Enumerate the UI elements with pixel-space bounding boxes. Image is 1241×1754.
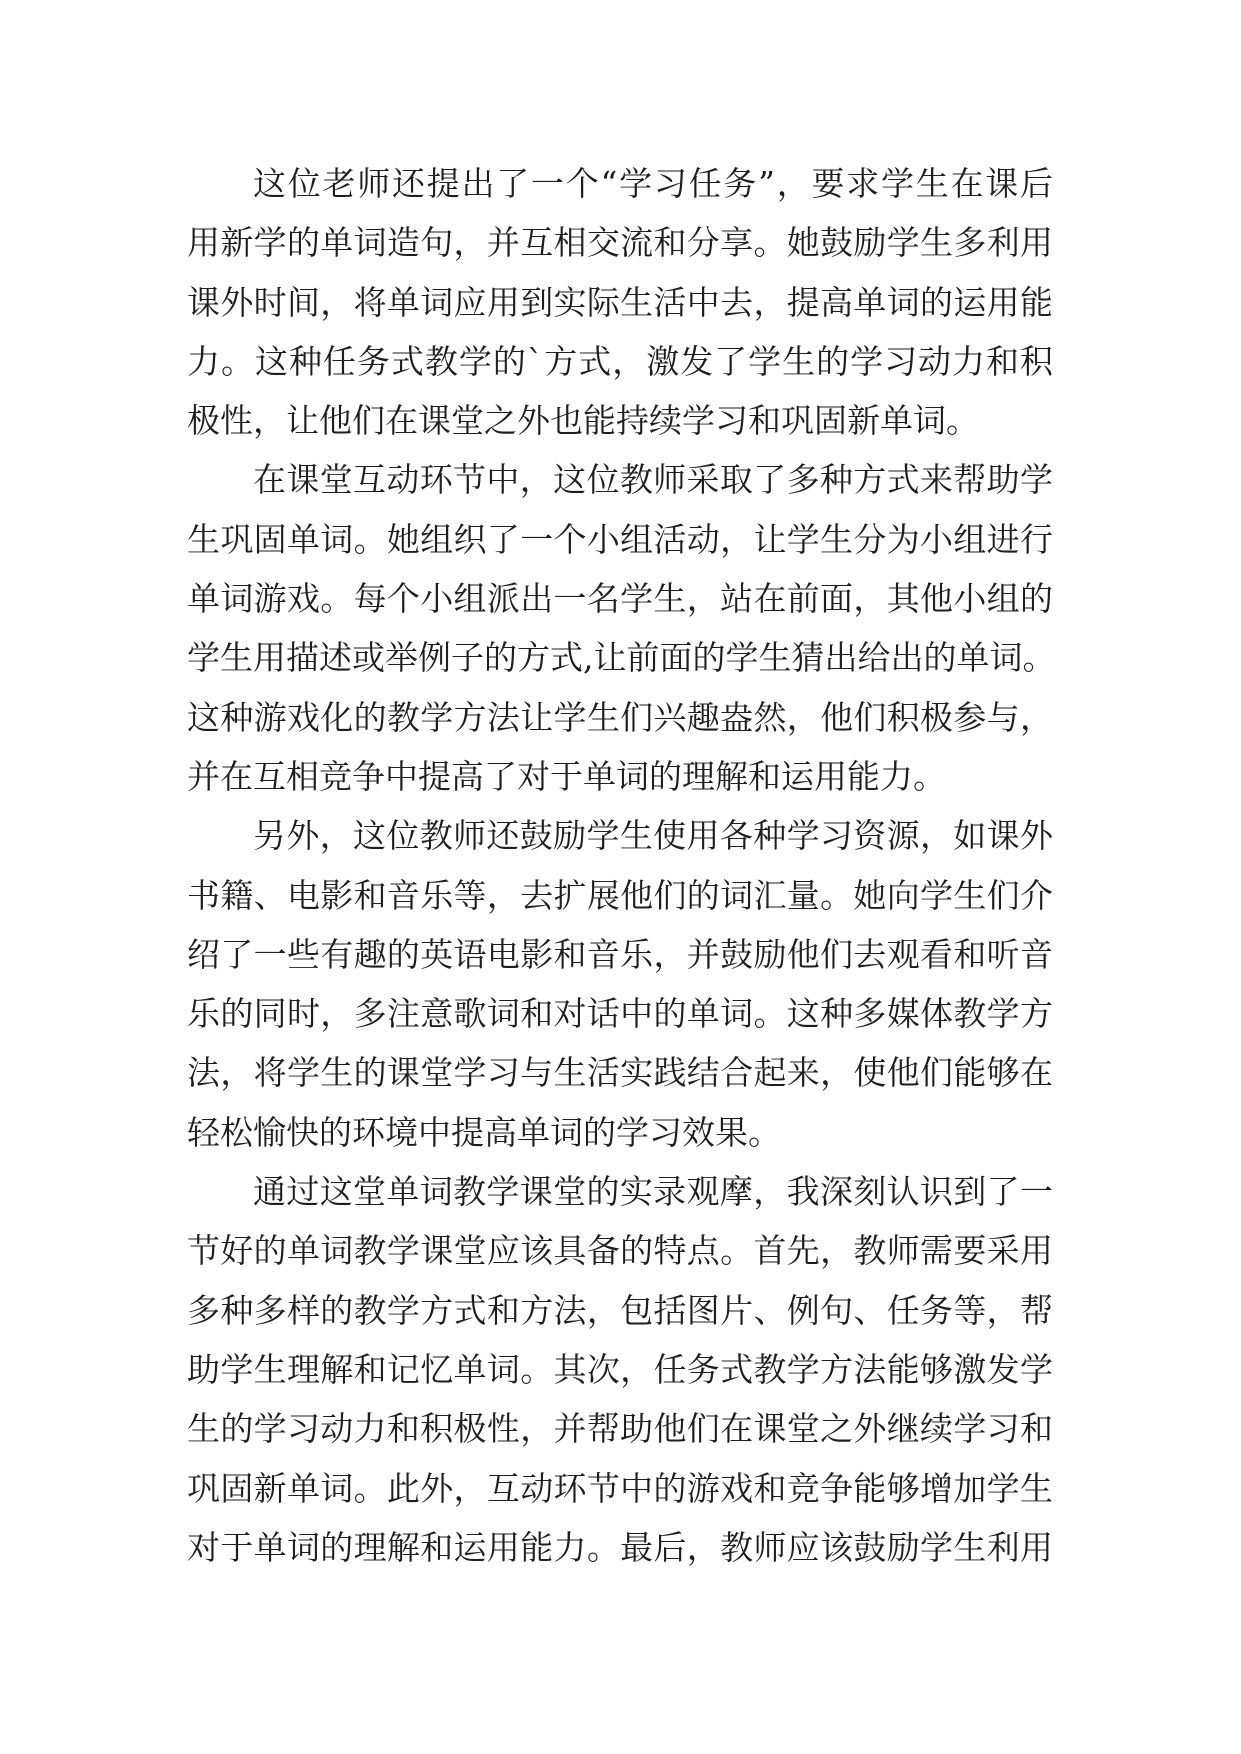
- paragraph: [187, 806, 1053, 1162]
- text-line: 另外，这位教师还鼓励学生使用各种学习资源，如课外: [253, 816, 1053, 856]
- paragraph: [187, 450, 1056, 806]
- text-line: 轻松愉快的环境中提高单词的学习效果。: [187, 1112, 781, 1152]
- text-line: 在课堂互动环节中，这位教师采取了多种方式来帮助学: [253, 460, 1053, 500]
- text-line: 课外时间，将单词应用到实际生活中去，提高单词的运用能: [187, 282, 1053, 322]
- text-line: 多种多样的教学方式和方法，包括图片、例句、任务等，帮: [187, 1290, 1053, 1330]
- text-line: 生巩固单词。她组织了一个小组活动，让学生分为小组进行: [187, 519, 1053, 559]
- paragraph: [187, 1162, 1053, 1577]
- text-line: 力。这种任务式教学的`方式，激发了学生的学习动力和积: [187, 341, 1053, 381]
- paragraph: [187, 154, 1053, 450]
- text-line: 巩固新单词。此外，互动环节中的游戏和竞争能够增加学生: [187, 1468, 1053, 1508]
- text-line: 极性，让他们在课堂之外也能持续学习和巩固新单词。: [187, 401, 979, 441]
- text-line: 绍了一些有趣的英语电影和音乐，并鼓励他们去观看和听音: [187, 934, 1053, 974]
- text-line: 节好的单词教学课堂应该具备的特点。首先，教师需要采用: [187, 1231, 1053, 1271]
- text-line: 这位老师还提出了一个“学习任务”，要求学生在课后: [253, 164, 1053, 203]
- text-line: 并在互相竞争中提高了对于单词的理解和运用能力。: [187, 756, 946, 796]
- text-line: 这种游戏化的教学方法让学生们兴趣盎然，他们积极参与，: [187, 697, 1053, 737]
- document-body: [187, 154, 1056, 1577]
- text-line: 生的学习动力和积极性，并帮助他们在课堂之外继续学习和: [187, 1409, 1053, 1449]
- text-line: 书籍、电影和音乐等，去扩展他们的词汇量。她向学生们介: [187, 875, 1053, 915]
- text-line: 用新学的单词造句，并互相交流和分享。她鼓励学生多利用: [187, 223, 1053, 263]
- text-line: 通过这堂单词教学课堂的实录观摩，我深刻认识到了一: [253, 1172, 1053, 1212]
- text-line: 法，将学生的课堂学习与生活实践结合起来，使他们能够在: [187, 1053, 1053, 1093]
- text-line: 乐的同时，多注意歌词和对话中的单词。这种多媒体教学方: [187, 994, 1053, 1034]
- text-line: 对于单词的理解和运用能力。最后，教师应该鼓励学生利用: [187, 1527, 1053, 1567]
- text-line: 助学生理解和记忆单词。其次，任务式教学方法能够激发学: [187, 1349, 1053, 1389]
- text-line: 学生用描述或举例子的方式,让前面的学生猜出给出的单词。: [187, 638, 1056, 678]
- text-line: 单词游戏。每个小组派出一名学生，站在前面，其他小组的: [187, 579, 1053, 619]
